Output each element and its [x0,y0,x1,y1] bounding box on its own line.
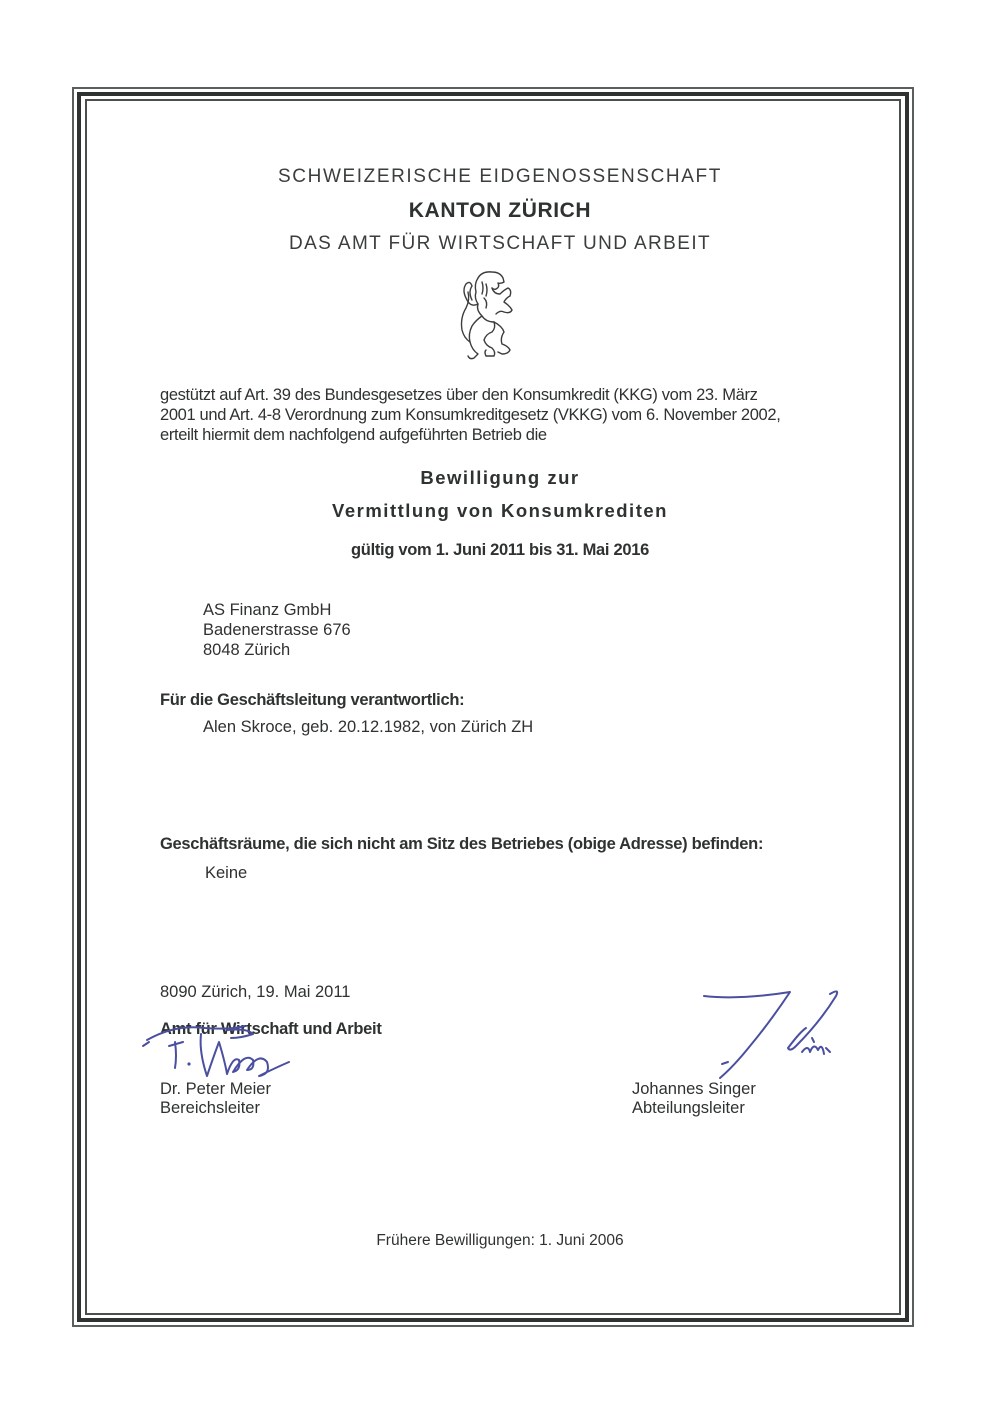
place-date: 8090 Zürich, 19. Mai 2011 [160,983,351,1001]
issuing-office: Amt für Wirtschaft und Arbeit [160,1020,382,1038]
premises-value: Keine [205,864,248,882]
previous-permits: Frühere Bewilligungen: 1. Juni 2006 [376,1232,624,1249]
permit-validity: gültig vom 1. Juni 2011 bis 31. Mai 2016 [351,541,649,559]
company-name: AS Finanz GmbH [203,601,332,619]
preamble-line: erteilt hiermit dem nachfolgend aufgeführten Betrieb die [160,426,547,444]
header-office: DAS AMT FÜR WIRTSCHAFT UND ARBEIT [288,233,712,254]
signatory-left-name: Dr. Peter Meier [160,1080,271,1098]
management-person: Alen Skroce, geb. 20.12.1982, von Zürich ZH [203,718,534,736]
company-address [203,600,351,660]
header-canton: KANTON ZÜRICH [408,199,592,222]
signatory-right-name: Johannes Singer [632,1080,756,1098]
signature-right [690,982,850,1082]
zurich-lion-icon [448,268,532,368]
permit-title-line1: Bewilligung zur [420,467,580,488]
permit-title-line2: Vermittlung von Konsumkrediten [332,500,668,521]
preamble-line: gestützt auf Art. 39 des Bundesgesetzes über den Konsumkredit (KKG) vom 23. März [160,386,758,404]
premises-label: Geschäftsräume, die sich nicht am Sitz des Betriebes (obige Adresse) befinden: [160,835,764,853]
header-confederation: SCHWEIZERISCHE EIDGENOSSENSCHAFT [278,166,722,187]
preamble-line: 2001 und Art. 4-8 Verordnung zum Konsumkreditgesetz (VKKG) vom 6. November 2002, [160,406,781,424]
signatory-left-role: Bereichsleiter [160,1099,260,1117]
company-city: 8048 Zürich [203,641,291,659]
signatory-right-role: Abteilungsleiter [632,1099,745,1117]
management-label: Für die Geschäftsleitung verantwortlich: [160,691,465,709]
company-street: Badenerstrasse 676 [203,621,351,639]
preamble [160,385,820,445]
